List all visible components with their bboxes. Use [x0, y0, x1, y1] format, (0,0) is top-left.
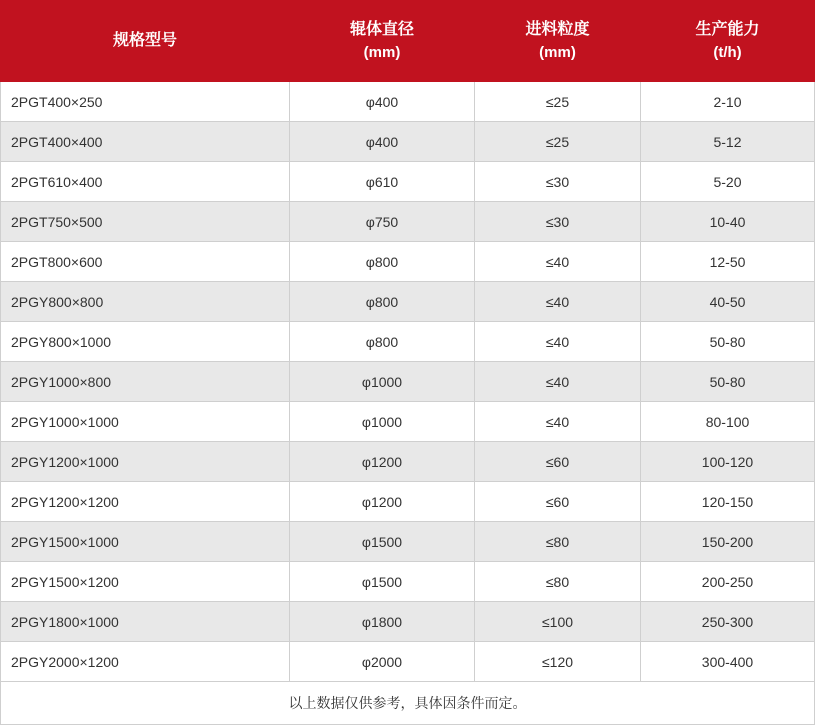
table-row — [1, 242, 815, 282]
cell-feed: ≤40 — [475, 282, 641, 322]
table-footer — [1, 682, 815, 725]
cell-diameter: φ1500 — [290, 562, 475, 602]
cell-capacity: 50-80 — [641, 362, 815, 402]
column-header-capacity — [641, 1, 815, 82]
table-row — [1, 122, 815, 162]
table-row — [1, 482, 815, 522]
column-header-roller-diameter-label: 辊体直径 — [349, 20, 414, 38]
cell-capacity: 200-250 — [641, 562, 815, 602]
cell-diameter: φ800 — [290, 322, 475, 362]
column-header-model-label: 规格型号 — [112, 32, 177, 49]
cell-diameter: φ1000 — [290, 362, 475, 402]
table-row — [1, 562, 815, 602]
cell-capacity: 5-20 — [641, 162, 815, 202]
column-header-roller-diameter — [290, 1, 475, 82]
cell-feed: ≤40 — [475, 322, 641, 362]
cell-capacity: 10-40 — [641, 202, 815, 242]
cell-feed: ≤60 — [475, 442, 641, 482]
column-header-capacity-label: 生产能力 — [695, 20, 760, 38]
column-header-capacity-unit: (t/h) — [713, 43, 742, 61]
cell-feed: ≤80 — [475, 522, 641, 562]
cell-diameter: φ800 — [290, 242, 475, 282]
cell-capacity: 40-50 — [641, 282, 815, 322]
table-body — [1, 82, 815, 682]
cell-capacity: 5-12 — [641, 122, 815, 162]
column-header-feed-size-label: 进料粒度 — [525, 20, 590, 38]
cell-model: 2PGT610×400 — [1, 162, 290, 202]
column-header-roller-diameter-unit: (mm) — [363, 43, 401, 61]
cell-feed: ≤120 — [475, 642, 641, 682]
cell-model: 2PGT800×600 — [1, 242, 290, 282]
column-header-feed-size-unit: (mm) — [539, 43, 576, 61]
cell-diameter: φ400 — [290, 122, 475, 162]
cell-feed: ≤40 — [475, 362, 641, 402]
cell-feed: ≤40 — [475, 242, 641, 282]
cell-capacity: 250-300 — [641, 602, 815, 642]
cell-diameter: φ1800 — [290, 602, 475, 642]
table-row — [1, 202, 815, 242]
cell-model: 2PGY800×800 — [1, 282, 290, 322]
cell-model: 2PGY1000×1000 — [1, 402, 290, 442]
cell-feed: ≤40 — [475, 402, 641, 442]
cell-model: 2PGY1800×1000 — [1, 602, 290, 642]
table-row — [1, 162, 815, 202]
footnote-row — [1, 682, 815, 725]
table-row — [1, 402, 815, 442]
cell-capacity: 120-150 — [641, 482, 815, 522]
cell-capacity: 150-200 — [641, 522, 815, 562]
cell-model: 2PGT750×500 — [1, 202, 290, 242]
column-header-model — [1, 1, 290, 82]
cell-diameter: φ1200 — [290, 482, 475, 522]
cell-capacity: 300-400 — [641, 642, 815, 682]
cell-feed: ≤25 — [475, 82, 641, 122]
cell-diameter: φ1200 — [290, 442, 475, 482]
cell-capacity: 100-120 — [641, 442, 815, 482]
cell-model: 2PGY1200×1200 — [1, 482, 290, 522]
cell-diameter: φ1500 — [290, 522, 475, 562]
table-row — [1, 362, 815, 402]
cell-model: 2PGY1200×1000 — [1, 442, 290, 482]
header-row — [1, 1, 815, 82]
table-row — [1, 522, 815, 562]
cell-diameter: φ2000 — [290, 642, 475, 682]
table-row — [1, 602, 815, 642]
cell-model: 2PGY800×1000 — [1, 322, 290, 362]
cell-feed: ≤25 — [475, 122, 641, 162]
cell-diameter: φ1000 — [290, 402, 475, 442]
cell-diameter: φ610 — [290, 162, 475, 202]
cell-feed: ≤80 — [475, 562, 641, 602]
cell-capacity: 12-50 — [641, 242, 815, 282]
cell-feed: ≤30 — [475, 202, 641, 242]
cell-feed: ≤30 — [475, 162, 641, 202]
column-header-feed-size — [475, 1, 641, 82]
table-row — [1, 282, 815, 322]
cell-model: 2PGY1000×800 — [1, 362, 290, 402]
cell-diameter: φ750 — [290, 202, 475, 242]
table-header — [1, 1, 815, 82]
table-row — [1, 322, 815, 362]
cell-model: 2PGT400×250 — [1, 82, 290, 122]
table-row — [1, 82, 815, 122]
cell-diameter: φ800 — [290, 282, 475, 322]
footnote-text: 以上数据仅供参考，具体因条件而定。 — [1, 682, 815, 725]
cell-model: 2PGY2000×1200 — [1, 642, 290, 682]
cell-capacity: 80-100 — [641, 402, 815, 442]
cell-feed: ≤100 — [475, 602, 641, 642]
cell-capacity: 50-80 — [641, 322, 815, 362]
cell-feed: ≤60 — [475, 482, 641, 522]
table-row — [1, 642, 815, 682]
cell-model: 2PGY1500×1000 — [1, 522, 290, 562]
cell-model: 2PGT400×400 — [1, 122, 290, 162]
table-row — [1, 442, 815, 482]
cell-model: 2PGY1500×1200 — [1, 562, 290, 602]
cell-diameter: φ400 — [290, 82, 475, 122]
cell-capacity: 2-10 — [641, 82, 815, 122]
